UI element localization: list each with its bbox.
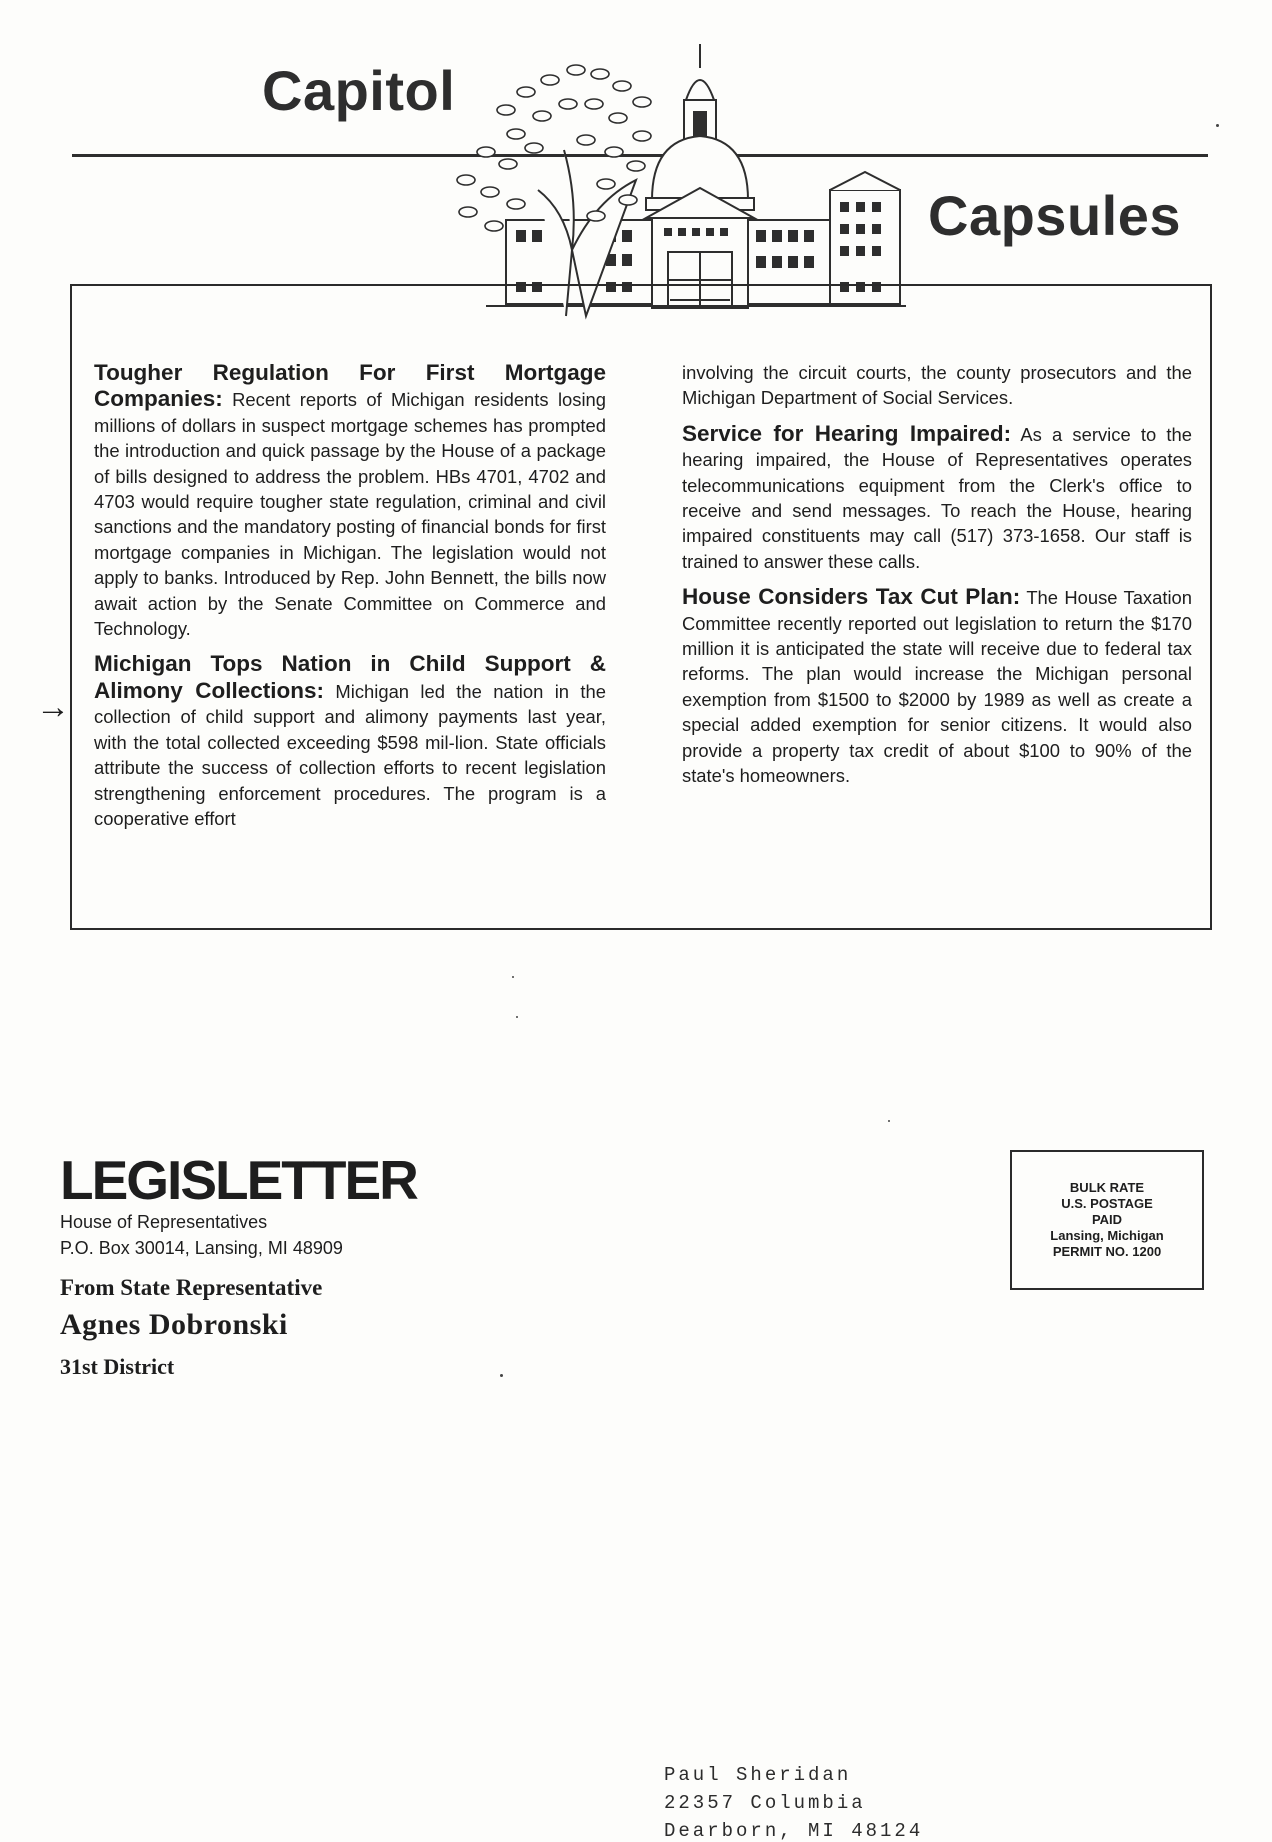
scan-speck — [516, 1016, 518, 1018]
scan-speck — [888, 1120, 890, 1122]
representative-name: Agnes Dobronski — [60, 1308, 288, 1341]
article-tax-cut — [682, 584, 1192, 788]
permit-line: U.S. POSTAGE — [1061, 1196, 1153, 1211]
mailing-label-line: Dearborn, MI 48124 — [664, 1820, 924, 1842]
scan-speck — [500, 1374, 503, 1377]
masthead-title-capsules: Capsules — [928, 184, 1181, 247]
from-representative-label: From State Representative — [60, 1275, 323, 1300]
permit-line: Lansing, Michigan — [1050, 1228, 1164, 1243]
masthead-title-capitol: Capitol — [262, 59, 456, 122]
permit-line: PERMIT NO. 1200 — [1052, 1244, 1162, 1259]
article-child-support — [94, 651, 606, 831]
article-body: The House Taxation Committee recently reported out legislation to return the $170 million it is anticipated the state will receive due to federal tax reforms. The plan would increase the Michigan personal exemption from $1500 to $2000 by 1989 as well as create a special added exemption for senior citizens. It would also provide a property tax credit of about $100 to 90% of the state's homeowners. — [682, 587, 1192, 787]
scan-speck — [512, 976, 514, 978]
article-column-left — [94, 360, 606, 841]
article-column-right — [682, 360, 1192, 799]
capitol-building-tree-illustration — [446, 40, 926, 322]
article-heading: House Considers Tax Cut Plan: — [682, 584, 1021, 610]
article-body: Recent reports of Michigan residents losing millions of dollars in suspect mortgage schemes has prompted the introduction and quick passage by the House of a package of bills designed to address the problem. HBs 4701, 4702 and 4703 would require tougher state regulation, criminal and civil sanctions and the mandatory posting of financial bonds for first mortgage companies in Michigan. The legislation would not apply to banks. Introduced by Rep. John Bennett, the bills now await action by the Senate Committee on Commerce and Technology. — [94, 389, 606, 640]
mailing-label-line: Paul Sheridan — [664, 1764, 852, 1786]
arrow-right-icon: → — [36, 688, 70, 726]
article-continuation: involving the circuit courts, the county prosecutors and the Michigan Department of Social Services. — [682, 362, 1192, 409]
article-body: Michigan led the nation in the collection of child support and alimony payments last year, with the total collected exceeding $598 mil-lion. State officials attribute the success of collection efforts to recent legislation strengthening enforcement procedures. The program is a cooperative effort — [94, 680, 606, 829]
scan-speck — [1216, 124, 1219, 127]
permit-line: BULK RATE — [1069, 1180, 1145, 1195]
mailing-label-line: 22357 Columbia — [664, 1792, 866, 1814]
article-heading: Service for Hearing Impaired: — [682, 420, 1012, 446]
permit-line: PAID — [1091, 1212, 1123, 1227]
article-mortgage — [94, 360, 606, 641]
article-heading: Michigan Tops Nation in Child Support & Alimony Collections: — [94, 651, 606, 703]
legisletter-title: LEGISLETTER — [60, 1149, 417, 1211]
bulk-rate-postage-permit — [1010, 1150, 1204, 1290]
return-address-line: P.O. Box 30014, Lansing, MI 48909 — [60, 1238, 343, 1258]
return-address-line: House of Representatives — [60, 1212, 268, 1232]
representative-district: 31st District — [60, 1354, 175, 1379]
article-hearing-impaired — [682, 421, 1192, 574]
article-body: As a service to the hearing impaired, the House of Representatives operates telecommunications equipment from the Clerk's office to receive and send messages. To reach the House, hearing impaired constituents may call (517) 373-1658. Our staff is trained to answer these calls. — [682, 423, 1192, 572]
article-heading: Tougher Regulation For First Mortgage Companies: — [94, 360, 606, 412]
